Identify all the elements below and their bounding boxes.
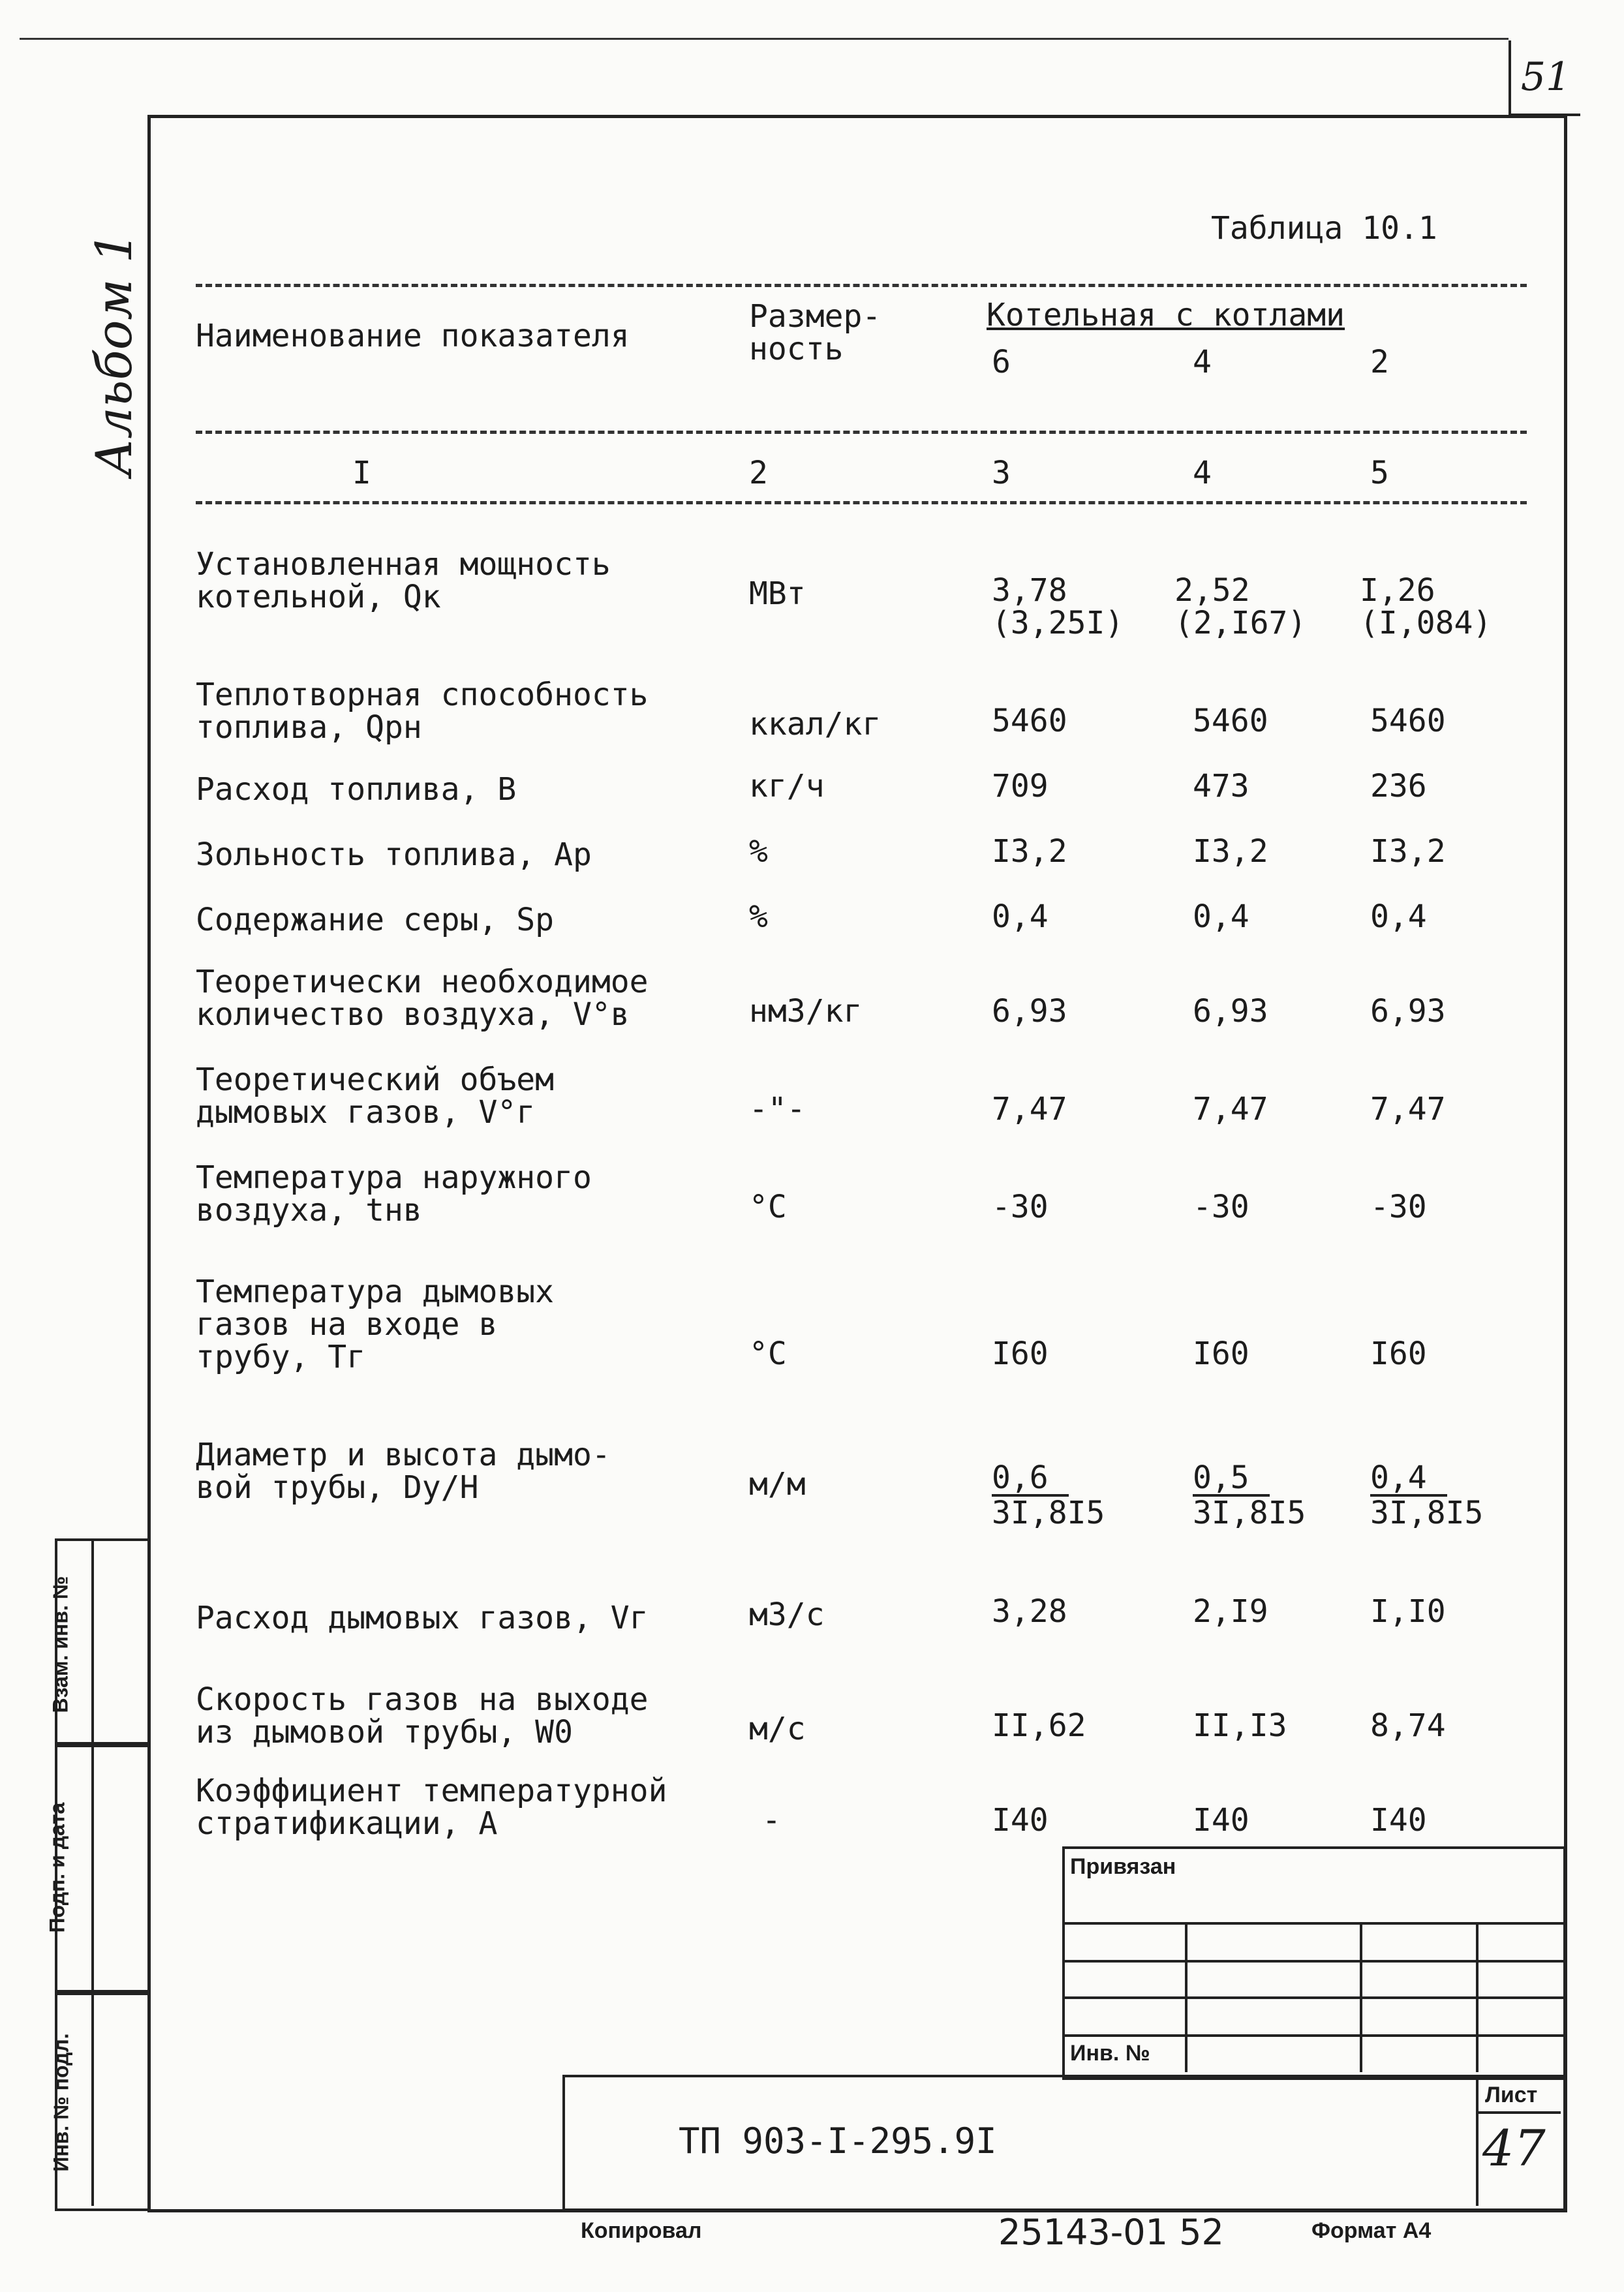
row-value: I40 (1370, 1802, 1427, 1839)
row-name: Скорость газов на выходе из дымовой трубы, W0 (196, 1681, 649, 1750)
row-name: Теплотворная способность топлива, Qрн (196, 677, 649, 746)
row-name: Содержание серы, Sp (196, 902, 555, 938)
header-rule-top (196, 284, 1527, 287)
colnum-4: 4 (1193, 455, 1212, 491)
row-value: I,I0 (1370, 1593, 1446, 1630)
row-value: II,I3 (1193, 1707, 1287, 1744)
row-value: I60 (1193, 1336, 1249, 1372)
row-value: I60 (992, 1336, 1049, 1372)
side-box-podp (45, 1742, 150, 1995)
side-label: Взам. инв. № (48, 1576, 72, 1713)
row-value: 0,4 (992, 898, 1049, 935)
row-value: 7,47 (992, 1091, 1067, 1127)
row-value: 0,4 (1193, 898, 1249, 935)
row-unit: ккал/кг (749, 706, 881, 742)
row-unit: - (762, 1802, 781, 1839)
row-value: 2,52 (2,I67) (1174, 572, 1307, 641)
row-value: -30 (1193, 1189, 1249, 1225)
row-name: Расход дымовых газов, Vг (196, 1600, 649, 1636)
format-label: Формат А4 (1311, 2218, 1432, 2243)
stamp-divider (1360, 1922, 1362, 2072)
row-unit: кг/ч (749, 768, 825, 804)
row-name: Диаметр и высота дымо- вой трубы, Dy/H (196, 1437, 611, 1506)
row-value: 5460 (1193, 703, 1268, 739)
side-box-vzam (48, 1538, 150, 1747)
row-value: 473 (1193, 768, 1249, 804)
row-value: I60 (1370, 1336, 1427, 1372)
header-sub-6: 6 (992, 344, 1011, 380)
header-col1: Наименование показателя (196, 318, 630, 354)
row-value: -30 (1370, 1189, 1427, 1225)
row-value: I40 (1193, 1802, 1249, 1839)
row-value: 5460 (1370, 703, 1446, 739)
row-unit: % (749, 898, 768, 935)
row-value: 2,I9 (1193, 1593, 1268, 1630)
row-unit: м/с (749, 1711, 806, 1747)
colnum-5: 5 (1370, 455, 1389, 491)
album-label: Альбом 1 (85, 232, 143, 476)
stamp-line (1062, 2034, 1563, 2037)
row-value: 236 (1370, 768, 1427, 804)
row-name: Зольность топлива, Ар (196, 836, 592, 873)
row-value: I40 (992, 1802, 1049, 1839)
doc-code: ТП 903-I-295.9I (679, 2120, 997, 2162)
row-value: $\frac{0,4}{3I,8I5}$ (1370, 1459, 1484, 1531)
top-rule (20, 38, 1509, 40)
colnum-3: 3 (992, 455, 1011, 491)
colnum-2: 2 (749, 455, 768, 491)
row-value: I,26 (I,084) (1360, 572, 1492, 641)
row-unit: -"- (749, 1091, 806, 1127)
header-col2-line2: ность (749, 331, 844, 367)
row-name: Теоретически необходимое количество воздуха, V°в (196, 964, 649, 1033)
row-value: I3,2 (992, 833, 1067, 870)
row-value: 709 (992, 768, 1049, 804)
row-value: 6,93 (1193, 993, 1268, 1030)
table-caption: Таблица 10.1 (1211, 210, 1437, 247)
header-col2-line1: Размер- (749, 298, 881, 335)
side-box-inv (49, 1990, 150, 2211)
row-value: 0,4 (1370, 898, 1427, 935)
row-value: 6,93 (992, 993, 1067, 1030)
row-name: Коэффициент температурной стратификации, А (196, 1773, 667, 1842)
row-value: $\frac{0,5}{3I,8I5}$ (1193, 1459, 1306, 1531)
sheet-number: 51 (1509, 40, 1580, 116)
row-value: 6,93 (1370, 993, 1446, 1030)
list-line (1476, 2111, 1561, 2114)
row-unit: °C (749, 1336, 787, 1372)
row-value: I3,2 (1370, 833, 1446, 870)
stamp-line (1062, 1996, 1563, 1999)
row-value: 7,47 (1193, 1091, 1268, 1127)
row-name: Установленная мощность котельной, Qк (196, 546, 611, 615)
colnum-1: I (352, 455, 371, 491)
footer-code: 25143-01 52 (998, 2212, 1224, 2253)
row-unit: МВт (749, 575, 806, 612)
row-value: 3,78 (3,25I) (992, 572, 1124, 641)
stamp-line (1062, 1960, 1563, 1963)
row-value: 3,28 (992, 1593, 1067, 1630)
row-name: Теоретический объем дымовых газов, V°г (196, 1062, 555, 1131)
header-sub-4: 4 (1193, 344, 1212, 380)
binding-label: Привязан (1070, 1854, 1176, 1879)
side-label: Инв. № подл. (49, 2033, 73, 2172)
row-unit: °C (749, 1189, 787, 1225)
list-label: Лист (1485, 2083, 1538, 2107)
row-value: $\frac{0,6}{3I,8I5}$ (992, 1459, 1105, 1531)
stamp-line (1062, 1922, 1563, 1925)
header-sub-2: 2 (1370, 344, 1389, 380)
row-unit: м/м (749, 1466, 806, 1503)
row-unit: % (749, 833, 768, 870)
row-value: I3,2 (1193, 833, 1268, 870)
row-value: 7,47 (1370, 1091, 1446, 1127)
stamp-divider (1476, 1922, 1478, 2072)
stamp-divider (1185, 1922, 1187, 2072)
row-value: II,62 (992, 1707, 1086, 1744)
list-number: 47 (1482, 2119, 1546, 2177)
header-rule-bottom (196, 501, 1527, 504)
list-divider (1476, 2075, 1478, 2206)
row-value: -30 (992, 1189, 1049, 1225)
inv-label: Инв. № (1070, 2041, 1150, 2066)
row-name: Температура наружного воздуха, tнв (196, 1159, 592, 1229)
header-rule-mid (196, 431, 1527, 434)
side-label: Подп. и дата (45, 1802, 69, 1933)
row-value: 8,74 (1370, 1707, 1446, 1744)
row-name: Расход топлива, B (196, 771, 517, 808)
header-group: Котельная с котлами (987, 297, 1345, 333)
copied-label: Копировал (581, 2218, 702, 2243)
row-unit: нм3/кг (749, 993, 863, 1030)
row-unit: м3/с (749, 1597, 825, 1633)
row-name: Температура дымовых газов на входе в трубу, Тг (196, 1274, 555, 1375)
row-value: 5460 (992, 703, 1067, 739)
